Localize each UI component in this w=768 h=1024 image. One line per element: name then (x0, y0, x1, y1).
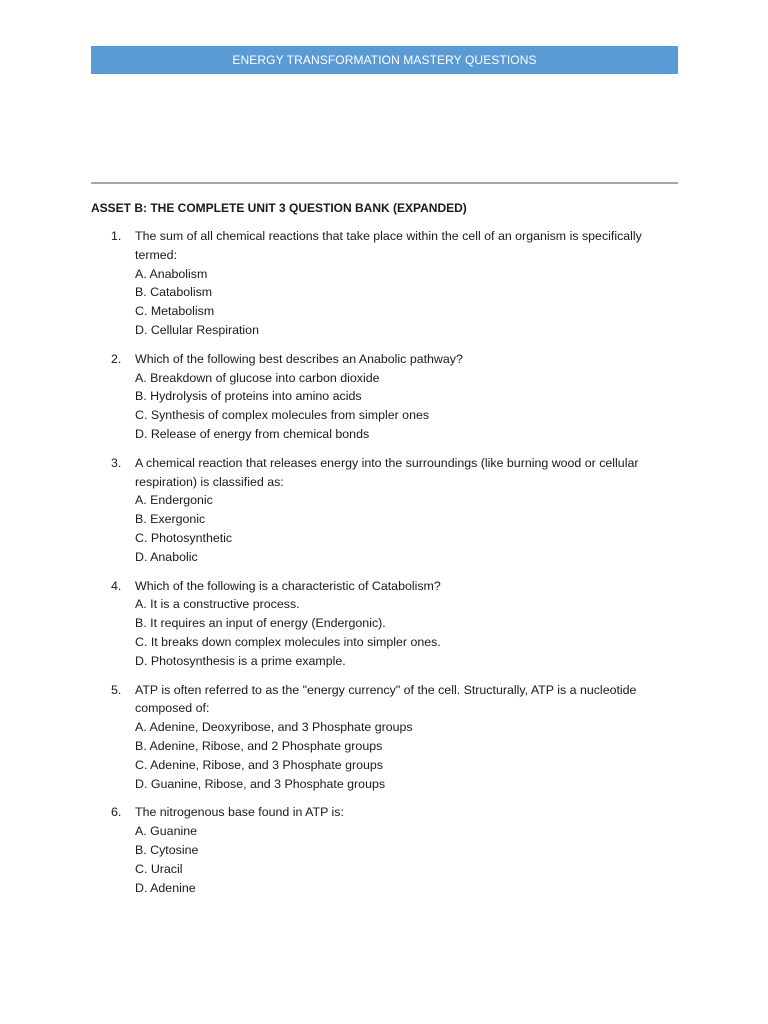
answer-option: A. Anabolism (135, 266, 208, 281)
question-item (91, 803, 678, 897)
question-number: 1. (111, 229, 122, 243)
question-number: 5. (111, 682, 122, 697)
answer-option: A. Adenine, Deoxyribose, and 3 Phosphate groups (135, 720, 413, 735)
answer-option: C. Metabolism (135, 304, 215, 319)
answer-option: A. Breakdown of glucose into carbon dioxide (135, 370, 380, 385)
question-number: 6. (111, 805, 122, 820)
answer-option: D. Anabolic (135, 549, 198, 564)
question-item (91, 454, 678, 567)
answer-option: C. Uracil (135, 861, 183, 876)
answer-option: C. Adenine, Ribose, and 3 Phosphate groups (135, 757, 383, 772)
question-item (91, 577, 678, 671)
question-item (91, 227, 678, 340)
answer-option: A. Endergonic (135, 493, 213, 508)
question-text: The sum of all chemical reactions that take place within the cell of an organism is specifically termed: (135, 229, 642, 262)
answer-option: A. Guanine (135, 824, 197, 839)
question-text: ATP is often referred to as the "energy currency" of the cell. Structurally, ATP is a nucleotide composed of: (135, 682, 637, 716)
question-text: Which of the following best describes an Anabolic pathway? (135, 351, 463, 366)
question-number: 2. (111, 351, 122, 366)
question-number: 3. (111, 455, 122, 470)
answer-option: D. Adenine (135, 880, 196, 895)
answer-option: C. Photosynthetic (135, 530, 233, 545)
question-text: Which of the following is a characteristic of Catabolism? (135, 578, 441, 593)
question-text: The nitrogenous base found in ATP is: (135, 805, 344, 820)
horizontal-divider (91, 182, 678, 184)
answer-option: B. Catabolism (135, 285, 213, 300)
question-item (91, 350, 678, 444)
answer-option: D. Photosynthesis is a prime example. (135, 653, 346, 668)
document-header-banner (91, 46, 678, 74)
answer-option: D. Guanine, Ribose, and 3 Phosphate groups (135, 776, 386, 791)
answer-option: B. Exergonic (135, 512, 206, 527)
document-header-title: ENERGY TRANSFORMATION MASTERY QUESTIONS (232, 53, 537, 67)
question-list (91, 227, 678, 907)
question-number: 4. (111, 578, 122, 593)
answer-option: A. It is a constructive process. (135, 597, 300, 612)
answer-option: B. Adenine, Ribose, and 2 Phosphate groups (135, 738, 383, 753)
answer-option: D. Release of energy from chemical bonds (135, 426, 370, 441)
answer-option: D. Cellular Respiration (135, 322, 259, 337)
answer-option: B. It requires an input of energy (Endergonic). (135, 616, 386, 631)
answer-option: B. Hydrolysis of proteins into amino acids (135, 389, 362, 404)
section-title: ASSET B: THE COMPLETE UNIT 3 QUESTION BANK (EXPANDED) (91, 201, 467, 215)
answer-option: B. Cytosine (135, 842, 199, 857)
answer-option: C. It breaks down complex molecules into simpler ones. (135, 634, 441, 649)
question-text: A chemical reaction that releases energy into the surroundings (like burning wood or cellular respiration) is classified as: (135, 455, 639, 489)
question-item (91, 681, 678, 794)
answer-option: C. Synthesis of complex molecules from simpler ones (135, 408, 430, 423)
